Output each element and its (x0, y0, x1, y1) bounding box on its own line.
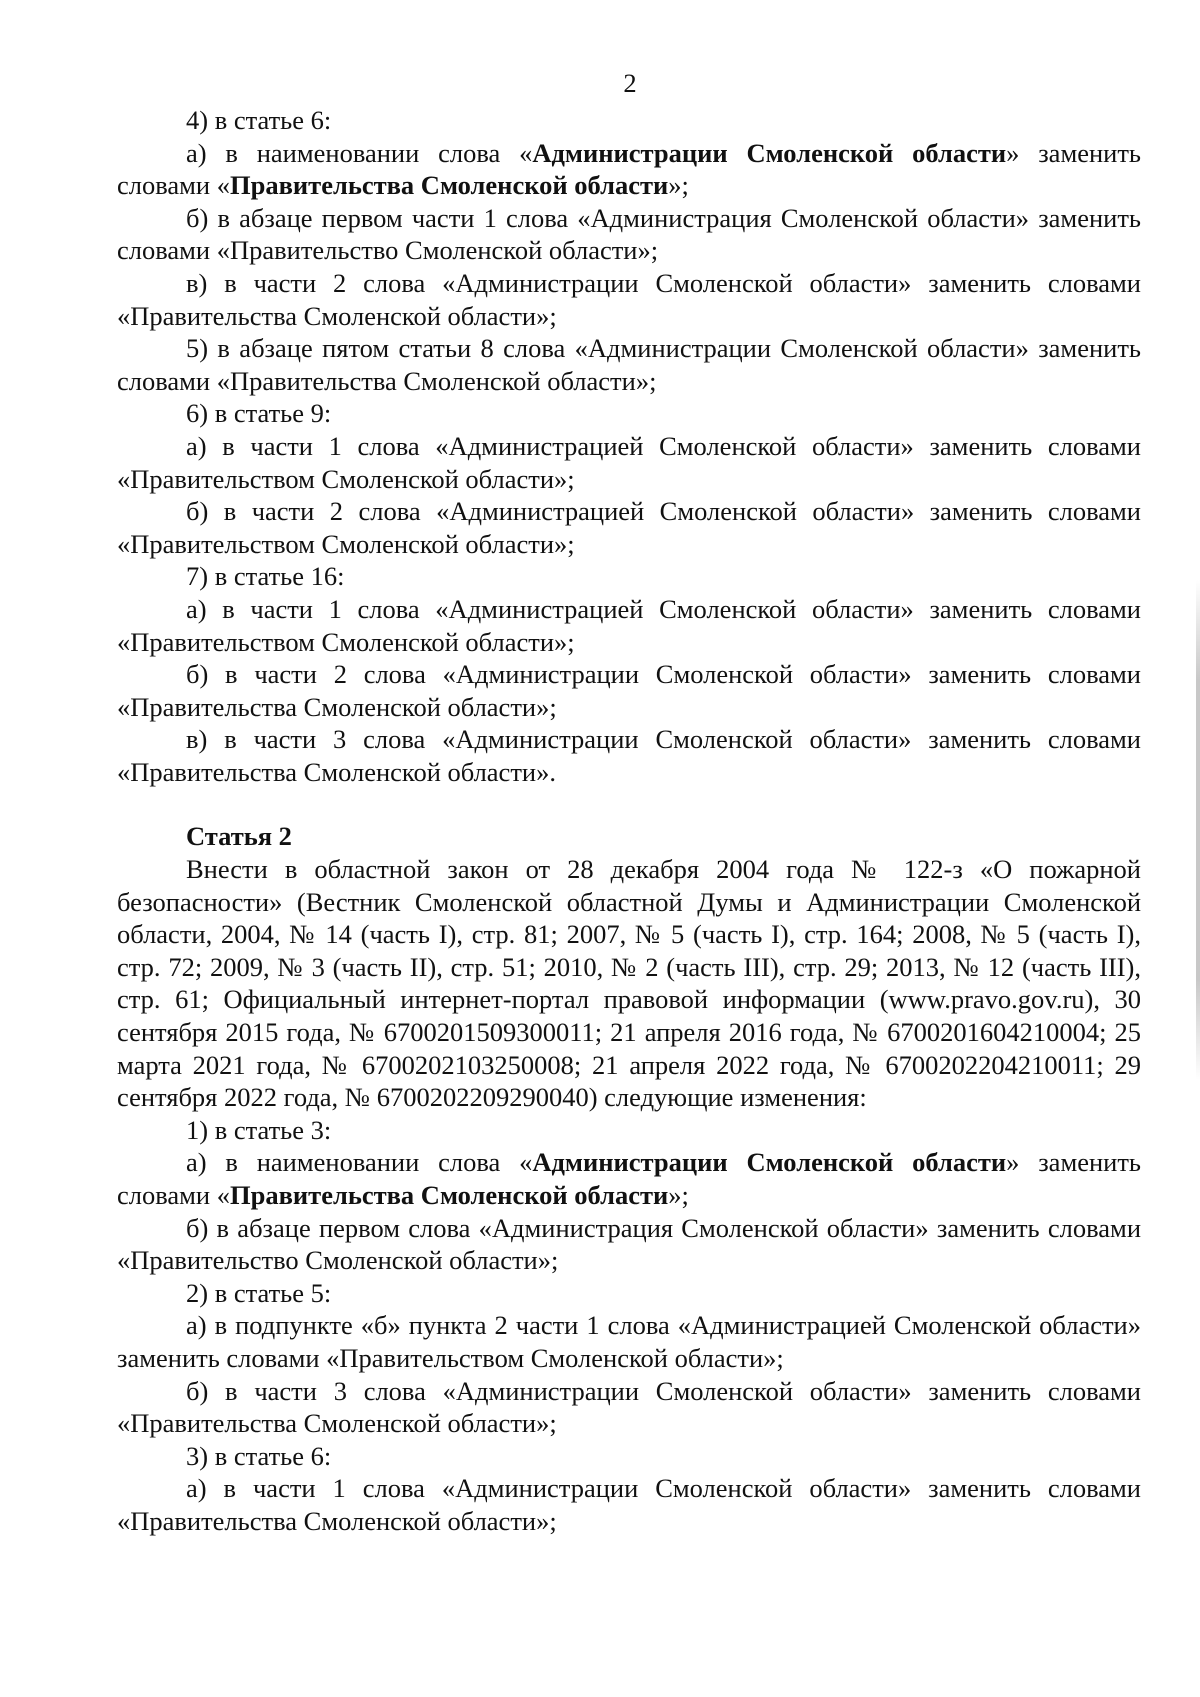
document-paragraph (117, 1114, 1141, 1147)
document-paragraph (117, 202, 1141, 267)
text-segment: б) в абзаце первом слова «Администрация Смоленской области» заменить словами «Правительство Смоленской области»; (117, 1212, 1141, 1276)
document-paragraph (117, 267, 1141, 332)
bold-text-segment: Администрации Смоленской области (532, 137, 1007, 168)
text-segment: а) в части 1 слова «Администрации Смоленской области» заменить словами «Правительства Смоленской области»; (117, 1473, 1141, 1536)
document-paragraph (117, 1146, 1141, 1211)
document-paragraph (117, 1309, 1141, 1374)
text-segment: 2) в статье 5: (186, 1277, 332, 1308)
text-segment: б) в части 3 слова «Администрации Смоленской области» заменить словами «Правительства Смоленской области»; (117, 1375, 1141, 1439)
document-paragraph (117, 1472, 1141, 1537)
text-segment: б) в части 2 слова «Администрацией Смоленской области» заменить словами «Правительством Смоленской области»; (117, 496, 1141, 559)
document-paragraph (117, 397, 1141, 430)
text-segment: 6) в статье 9: (186, 398, 332, 429)
text-segment: » заменить словами « (117, 1147, 1142, 1210)
amendments-list-part2 (117, 853, 1141, 1537)
bold-text-segment: Правительства Смоленской области (230, 1180, 669, 1210)
article-heading: Статья 2 (186, 821, 292, 852)
text-segment: 3) в статье 6: (186, 1440, 332, 1471)
section-spacer (117, 788, 1141, 820)
document-paragraph (117, 1212, 1141, 1277)
document-paragraph (117, 853, 1141, 1114)
scan-edge-shadow (1196, 580, 1200, 1080)
document-body (117, 104, 1141, 1538)
page-number: 2 (623, 68, 637, 98)
document-paragraph (117, 593, 1141, 658)
text-segment: 7) в статье 16: (186, 561, 345, 592)
text-segment: 1) в статье 3: (186, 1114, 332, 1145)
text-segment: »; (668, 1180, 689, 1210)
text-segment: б) в абзаце первом части 1 слова «Администрация Смоленской области» заменить словами «Правительство Смоленской области»; (117, 202, 1141, 266)
text-segment: » заменить словами « (117, 137, 1142, 201)
text-segment: б) в части 2 слова «Администрации Смоленской области» заменить словами «Правительства Смоленской области»; (117, 659, 1141, 722)
document-paragraph (117, 723, 1141, 788)
bold-text-segment: Правительства Смоленской области (230, 170, 669, 201)
text-segment: в) в части 2 слова «Администрации Смоленской области» заменить словами «Правительства Смоленской области»; (117, 267, 1141, 331)
amendments-list-part1 (117, 104, 1141, 788)
document-paragraph (117, 495, 1141, 560)
document-paragraph (117, 137, 1141, 202)
text-segment: в) в части 3 слова «Администрации Смоленской области» заменить словами «Правительства Смоленской области». (117, 724, 1141, 787)
text-segment: Внести в областной закон от 28 декабря 2004 года № 122-з «О пожарной безопасности» (Вестник Смоленской областной Думы и Администрации Смоленской области, 2004, № 14 (часть I), стр. 81; 2007, № 5 (часть I), стр. 164; 2008, № 5 (часть I), стр. 72; 2009, № 3 (часть II), стр. 51; 2010, № 2 (часть III), стр. 29; 2013, № 12 (часть III), стр. 61; Официальный интернет-портал правовой информации (www.pravo.gov.ru), 30 сентября 2015 года, № 6700201509300011; 21 апреля 2016 года, № 6700201604210004; 25 марта 2021 года, № 6700202103250008; 21 апреля 2022 года, № 6700202204210011; 29 сентября 2022 года, № 6700202209290040) следующие изменения: (117, 854, 1141, 1113)
text-segment: а) в наименовании слова « (186, 137, 533, 168)
document-paragraph (117, 430, 1141, 495)
text-segment: а) в наименовании слова « (186, 1147, 533, 1178)
document-paragraph (117, 1440, 1141, 1473)
document-paragraph (117, 560, 1141, 593)
document-paragraph (117, 104, 1141, 137)
document-paragraph (117, 332, 1141, 397)
bold-text-segment: Администрации Смоленской области (532, 1147, 1007, 1178)
document-paragraph (117, 658, 1141, 723)
text-segment: 5) в абзаце пятом статьи 8 слова «Администрации Смоленской области» заменить словами «Правительства Смоленской области»; (117, 333, 1141, 396)
text-segment: а) в части 1 слова «Администрацией Смоленской области» заменить словами «Правительством Смоленской области»; (117, 430, 1141, 494)
text-segment: а) в части 1 слова «Администрацией Смоленской области» заменить словами «Правительством Смоленской области»; (117, 593, 1141, 657)
text-segment: а) в подпункте «б» пункта 2 части 1 слова «Администрацией Смоленской области» заменить словами «Правительством Смоленской области»; (117, 1310, 1141, 1373)
text-segment: »; (668, 170, 689, 201)
document-paragraph (117, 1375, 1141, 1440)
document-paragraph (117, 1277, 1141, 1310)
text-segment: 4) в статье 6: (186, 105, 332, 135)
